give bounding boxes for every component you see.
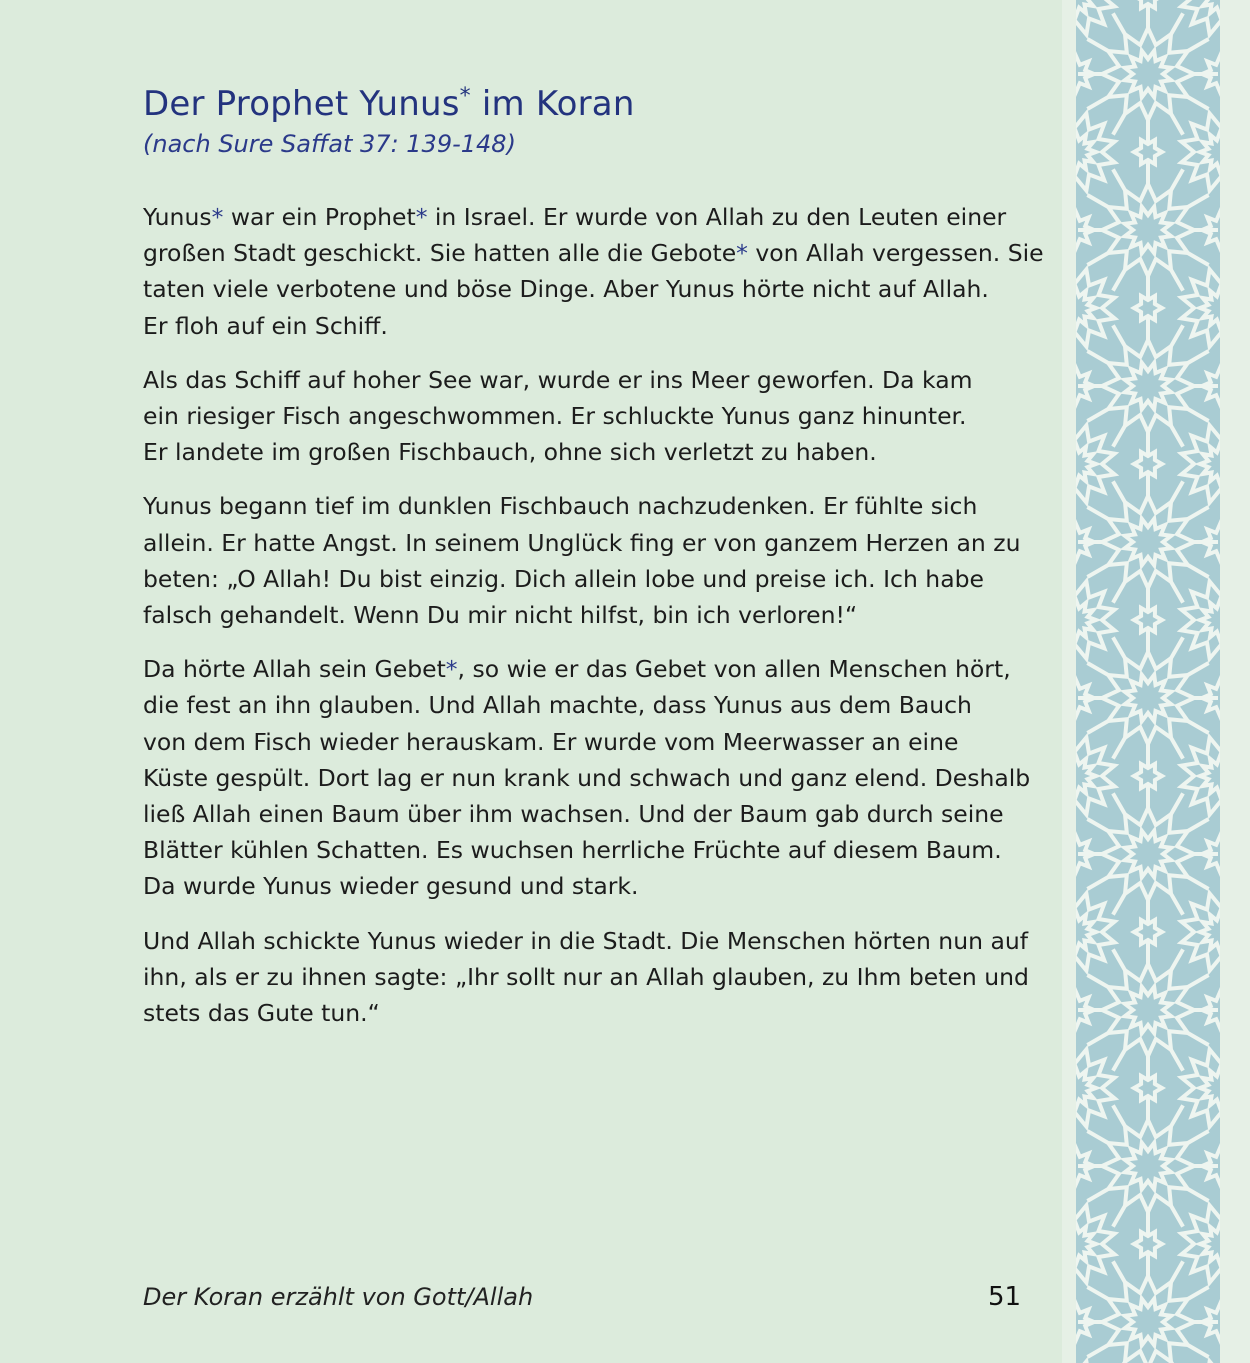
text-line — [143, 995, 1033, 1031]
text-line — [143, 362, 1033, 398]
text-line — [143, 868, 1033, 904]
geometric-star-pattern-icon — [1076, 0, 1220, 1363]
text-line — [143, 832, 1033, 868]
text-segment: taten viele verbotene und böse Dinge. Aber Yunus hörte nicht auf Allah. — [143, 275, 989, 304]
glossary-asterisk: * — [445, 655, 458, 684]
text-line — [143, 959, 1033, 995]
text-segment: Blätter kühlen Schatten. Es wuchsen herrliche Früchte auf diesem Baum. — [143, 836, 1002, 865]
text-line — [143, 687, 1033, 723]
paragraph — [143, 362, 1033, 471]
title-main: Der Prophet Yunus — [143, 84, 460, 124]
text-segment: großen Stadt geschickt. Sie hatten alle die Gebote — [143, 239, 737, 268]
text-segment: , so wie er das Gebet von allen Menschen hört, — [457, 655, 1011, 684]
glossary-asterisk: * — [211, 203, 224, 231]
text-segment: ließ Allah einen Baum über ihm wachsen. Und der Baum gab durch seine — [143, 800, 1004, 829]
text-line — [143, 398, 1033, 434]
text-line — [143, 434, 1033, 470]
text-line — [143, 760, 1033, 796]
text-segment: von dem Fisch wieder herauskam. Er wurde vom Meerwasser an eine — [143, 727, 959, 756]
text-line — [143, 308, 1033, 344]
text-segment: ihn, als er zu ihnen sagte: „Ihr sollt nur an Allah glauben, zu Ihm beten und — [143, 962, 1029, 991]
text-segment: Und Allah schickte Yunus wieder in die Stadt. Die Menschen hörten nun auf — [143, 926, 1029, 955]
text-segment: Da hörte Allah sein Gebet — [143, 655, 446, 684]
text-line — [143, 235, 1044, 271]
text-segment: die fest an ihn glauben. Und Allah machte, dass Yunus aus dem Bauch — [143, 691, 972, 720]
text-segment: Er floh auf ein Schiff. — [143, 311, 388, 340]
text-segment: beten: „O Allah! Du bist einzig. Dich allein lobe und preise ich. Ich habe — [143, 564, 984, 593]
text-segment: Küste gespült. Dort lag er nun krank und schwach und ganz elend. Deshalb — [143, 763, 1031, 792]
text-segment: Da wurde Yunus wieder gesund und stark. — [143, 872, 639, 901]
text-segment: Yunus begann tief im dunklen Fischbauch nachzudenken. Er fühlte sich — [143, 492, 978, 521]
text-segment: ein riesiger Fisch angeschwommen. Er schluckte Yunus ganz hinunter. — [143, 402, 967, 431]
text-line — [143, 199, 1033, 235]
text-segment: Yunus — [143, 203, 212, 231]
text-segment: Als das Schiff auf hoher See war, wurde er ins Meer geworfen. Da kam — [143, 365, 973, 394]
text-segment: stets das Gute tun.“ — [143, 999, 380, 1028]
paragraph — [143, 651, 1033, 904]
running-footer-title: Der Koran erzählt von Gott/Allah — [143, 1283, 534, 1311]
story-text — [143, 199, 1044, 1049]
text-line — [143, 561, 1033, 597]
text-segment: Er landete im großen Fischbauch, ohne sich verletzt zu haben. — [143, 438, 877, 467]
text-line — [143, 724, 1033, 760]
text-segment: falsch gehandelt. Wenn Du mir nicht hilfst, bin ich verloren!“ — [143, 601, 858, 630]
text-segment: von Allah vergessen. Sie — [747, 239, 1044, 268]
text-line — [143, 271, 1033, 307]
text-line — [143, 796, 1033, 832]
text-line — [143, 651, 1033, 687]
paragraph — [143, 199, 1044, 344]
text-line — [143, 488, 1033, 524]
text-segment: allein. Er hatte Angst. In seinem Unglück fing er von ganzem Herzen an zu — [143, 528, 1021, 557]
glossary-asterisk: * — [736, 239, 748, 268]
page-number: 51 — [988, 1282, 1022, 1312]
title-rest: im Koran — [470, 84, 635, 124]
ornamental-border — [1062, 0, 1250, 1363]
title-asterisk: * — [459, 84, 471, 109]
text-segment: in Israel. Er wurde von Allah zu den Leuten einer — [427, 203, 1007, 231]
text-segment: war ein Prophet — [223, 203, 416, 231]
page-title — [143, 84, 635, 124]
glossary-asterisk: * — [415, 203, 428, 231]
text-line — [143, 525, 1033, 561]
page-subtitle: (nach Sure Saffat 37: 139-148) — [143, 130, 516, 158]
paragraph — [143, 923, 1033, 1032]
paragraph — [143, 488, 1033, 633]
text-line — [143, 597, 1033, 633]
text-line — [143, 923, 1033, 959]
